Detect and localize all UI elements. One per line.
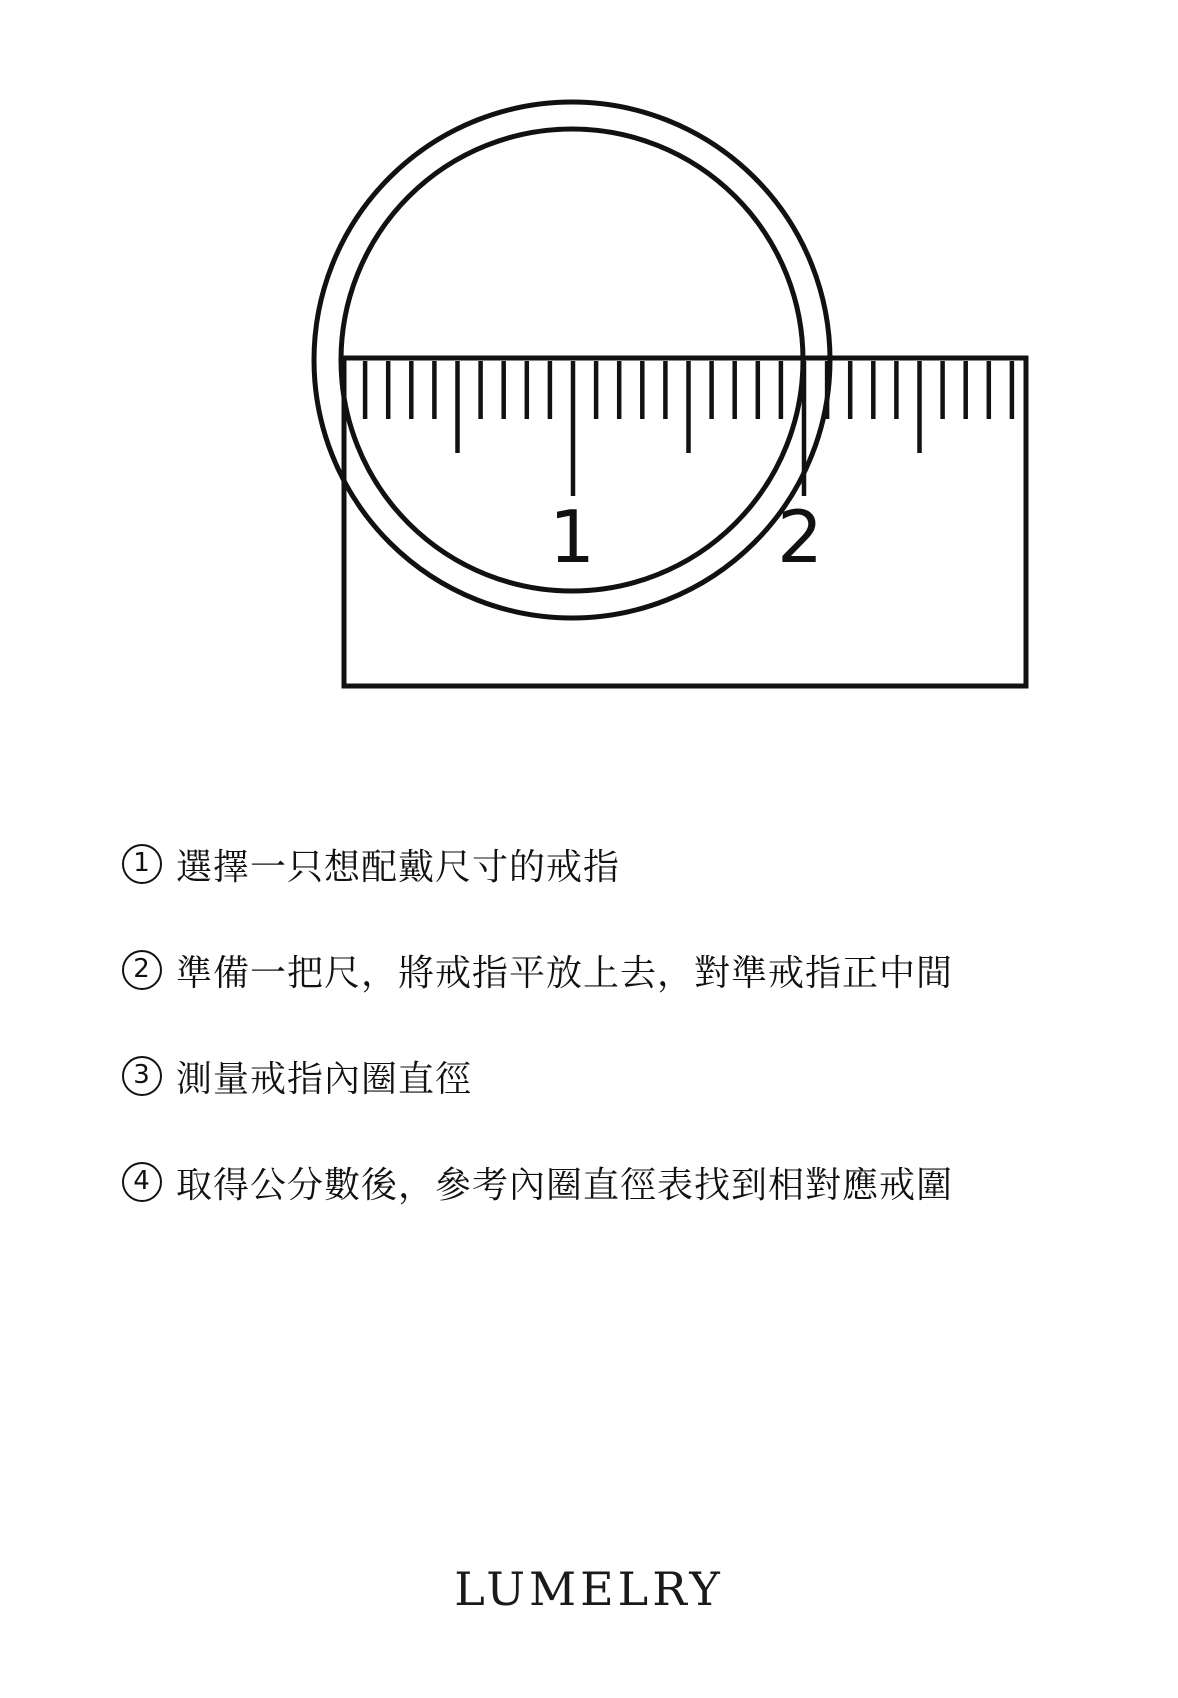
step-number-badge: 4 [122, 1162, 162, 1202]
ruler-body [344, 358, 1026, 686]
ruler-number-2: 2 [777, 495, 823, 579]
step-text: 取得公分數後，參考內圈直徑表找到相對應戒圍 [176, 1164, 954, 1206]
step-text: 測量戒指內圈直徑 [176, 1058, 473, 1100]
step-number-badge: 1 [122, 844, 162, 884]
step-item [122, 1050, 1122, 1102]
step-item [122, 838, 1122, 890]
brand-logo: LUMELRY [454, 1562, 724, 1616]
step-item [122, 1156, 1122, 1208]
step-number-badge: 3 [122, 1056, 162, 1096]
ring-on-ruler-illustration [0, 0, 1178, 720]
measurement-steps-list [122, 838, 1122, 1262]
step-text: 準備一把尺，將戒指平放上去，對準戒指正中間 [176, 952, 954, 994]
step-number-badge: 2 [122, 950, 162, 990]
step-item [122, 944, 1122, 996]
step-text: 選擇一只想配戴尺寸的戒指 [176, 846, 621, 888]
ruler-number-1: 1 [549, 495, 595, 579]
